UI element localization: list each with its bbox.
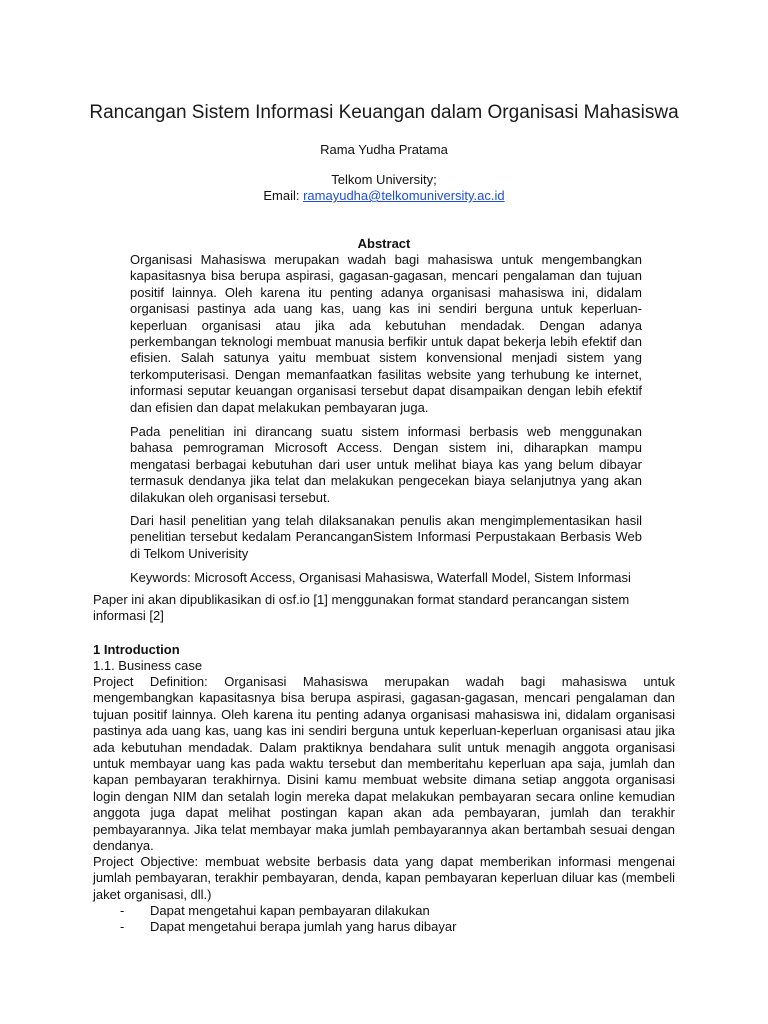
list-item-text: Dapat mengetahui berapa jumlah yang harus dibayar xyxy=(150,919,457,934)
keywords: Keywords: Microsoft Access, Organisasi Mahasiswa, Waterfall Model, Sistem Informasi xyxy=(130,570,631,585)
abstract-paragraph-2: Pada penelitian ini dirancang suatu sistem informasi berbasis web menggunakan bahasa pemrograman Microsoft Access. Dengan sistem ini, diharapkan mampu mengatasi berbagai kebutuhan dari user untuk melihat biaya kas yang belum dibayar termasuk dendanya jika telat dan melakukan pengecekan biaya selanjutnya yang akan dilakukan oleh organisasi tersebut. xyxy=(130,424,642,505)
list-item-text: Dapat mengetahui kapan pembayaran dilakukan xyxy=(150,903,430,918)
paper-title: Rancangan Sistem Informasi Keuangan dalam Organisasi Mahasiswa xyxy=(89,102,679,123)
bullet-dash: - xyxy=(120,903,125,918)
affiliation: Telkom University; xyxy=(331,172,437,187)
list-item xyxy=(120,919,456,934)
abstract-paragraph-1: Organisasi Mahasiswa merupakan wadah bagi mahasiswa untuk mengembangkan kapasitasnya bisa berupa aspirasi, gagasan-gagasan, mencari pengalaman dan tujuan positif lainnya. Oleh karena itu penting adanya organisasi mahasiswa ini, didalam organisasi pastinya ada uang kas, uang kas ini sendiri berguna untuk keperluan-keperluan organisasi atau jika ada kebutuhan mendadak. Dengan adanya perkembangan teknologi membuat manusia berfikir untuk dapat bekerja lebih efektif dan efisien. Salah satunya yaitu membuat sistem konvensional menjadi sistem yang terkomputerisasi. Dengan memanfaatkan fasilitas website yang terhubung ke internet, informasi seputar keuangan organisasi tersebut dapat disampaikan dengan lebih efektif dan efisien dan dapat melakukan pembayaran juga. xyxy=(130,252,642,415)
publication-note: Paper ini akan dipublikasikan di osf.io [1] menggunakan format standard perancangan sistem informasi [2] xyxy=(93,592,630,624)
subsection-heading-business-case: 1.1. Business case xyxy=(93,658,203,673)
author-name: Rama Yudha Pratama xyxy=(320,142,448,157)
email-label: Email: xyxy=(263,188,300,203)
abstract-heading: Abstract xyxy=(357,236,411,251)
section-heading-introduction: 1 Introduction xyxy=(93,642,180,657)
list-item xyxy=(120,903,430,918)
project-objective: Project Objective: membuat website berbasis data yang dapat memberikan informasi mengenai jumlah pembayaran, terakhir pembayaran, denda, kapan pembayaran keperluan diluar kas (membeli jaket organisasi, dll.) xyxy=(93,854,675,902)
email-link[interactable]: ramayudha@telkomuniversity.ac.id xyxy=(303,188,505,203)
bullet-dash: - xyxy=(120,919,125,934)
email-line xyxy=(0,188,768,203)
project-definition: Project Definition: Organisasi Mahasiswa merupakan wadah bagi mahasiswa untuk mengembangkan kapasitasnya bisa berupa aspirasi, gagasan-gagasan, mencari pengalaman dan tujuan positif lainnya. Oleh karena itu penting adanya organisasi mahasiswa ini, didalam organisasi pastinya ada uang kas, uang kas ini sendiri berguna untuk keperluan-keperluan organisasi atau jika ada kebutuhan mendadak. Dalam praktiknya bendahara sulit untuk menagih anggota organisasi untuk membayar uang kas pada waktu tersebut dan memberitahu keperluan apa saja, jumlah dan kapan pembayaran terakhirnya. Disini kamu membuat website dimana setiap anggota organisasi login dengan NIM dan setalah login mereka dapat melakukan pembayaran secara online kemudian anggota juga dapat melihat postingan kapan akan ada pembayaran, jumlah dan terakhir pembayarannya. Jika telat membayar maka jumlah pembayarannya akan bertambah sesuai dengan dendanya. xyxy=(93,674,675,854)
abstract-paragraph-3: Dari hasil penelitian yang telah dilaksanakan penulis akan mengimplementasikan hasil penelitian tersebut kedalam PerancanganSistem Informasi Perpustakaan Berbasis Web di Telkom Univerisity xyxy=(130,513,642,561)
